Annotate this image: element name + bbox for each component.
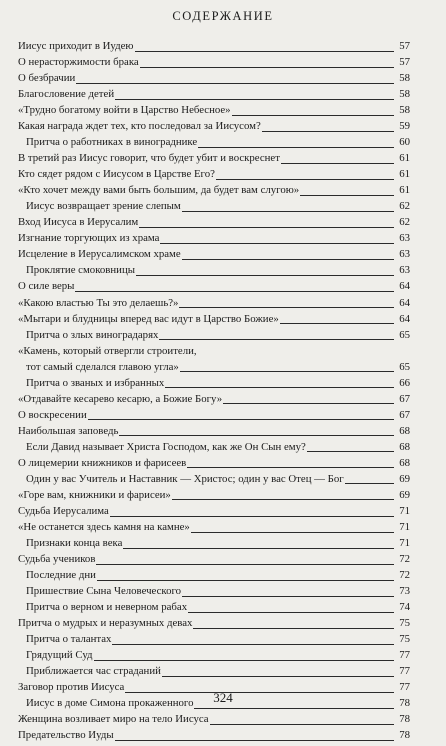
toc-entry-title: Грядущий Суд xyxy=(26,649,93,662)
toc-entry-page: 57 xyxy=(399,40,410,52)
toc-entry-page: 77 xyxy=(399,665,410,678)
toc-entry-page: 59 xyxy=(399,120,410,133)
toc-entry-title: Какая награда ждет тех, кто последовал за Иисусом? xyxy=(18,120,261,133)
toc-entry-page: 77 xyxy=(399,649,410,662)
toc-entry xyxy=(18,362,410,374)
toc-entry xyxy=(18,602,410,614)
toc-entry xyxy=(18,586,410,598)
toc-entry-title: Иисус приходит в Иудею xyxy=(18,40,134,52)
toc-entry xyxy=(18,378,410,390)
toc-entry xyxy=(18,730,410,742)
toc-entry-title: Благословение детей xyxy=(18,88,115,101)
toc-entry xyxy=(18,281,410,293)
toc-leader-line xyxy=(182,259,394,260)
toc-leader-line xyxy=(262,131,394,132)
toc-leader-line xyxy=(165,387,394,388)
toc-entry-page: 74 xyxy=(399,601,410,614)
toc-entry-page: 72 xyxy=(399,553,410,565)
toc-entry-title: «Не останется здесь камня на камне» xyxy=(18,520,190,533)
toc-entry-page: 64 xyxy=(399,280,410,293)
toc-entry-title: Притча о верном и неверном рабах xyxy=(26,601,188,614)
toc-entry-page: 67 xyxy=(399,408,410,421)
toc-entry-title: Пришествие Сына Человеческого xyxy=(26,585,182,598)
toc-leader-line xyxy=(140,67,394,68)
toc-entry-title: Вход Иисуса в Иерусалим xyxy=(18,216,139,229)
toc-leader-line xyxy=(136,275,394,276)
toc-leader-line xyxy=(76,83,394,84)
toc-entry-title: О силе веры xyxy=(18,280,75,293)
toc-entry-title: Судьба Иерусалима xyxy=(18,504,109,517)
toc-entry-title: Изгнание торгующих из храма xyxy=(18,232,160,245)
toc-entry xyxy=(18,233,410,245)
toc-entry-title: Судьба учеников xyxy=(18,553,96,565)
toc-entry xyxy=(18,265,410,277)
toc-leader-line xyxy=(97,580,394,581)
toc-entry-title: Кто сядет рядом с Иисусом в Царстве Его? xyxy=(18,168,215,181)
toc-entry-page: 62 xyxy=(399,200,410,213)
toc-entry-title: Приближается час страданий xyxy=(26,665,161,678)
toc-leader-line xyxy=(96,564,394,565)
toc-entry-title: Женщина возливает миро на тело Иисуса xyxy=(18,713,209,726)
toc-leader-line xyxy=(123,548,394,549)
toc-entry-title: О нерасторжимости брака xyxy=(18,56,139,69)
toc-entry-page: 61 xyxy=(399,184,410,197)
toc-leader-line xyxy=(88,419,394,420)
toc-entry-title: «Камень, который отвергли строители, xyxy=(18,344,197,357)
toc-entry-page: 58 xyxy=(399,88,410,101)
toc-entry-title: «Горе вам, книжники и фарисеи» xyxy=(18,488,171,501)
toc-entry xyxy=(18,570,410,582)
toc-entry xyxy=(18,634,410,646)
toc-entry-page: 69 xyxy=(399,472,410,485)
toc-leader-line xyxy=(345,483,394,484)
page-header: СОДЕРЖАНИЕ xyxy=(172,9,274,23)
toc-entry-title: Притча о талантах xyxy=(26,633,112,646)
toc-entry-title: О лицемерии книжников и фарисеев xyxy=(18,456,187,469)
toc-entry xyxy=(18,666,410,678)
toc-leader-line xyxy=(188,612,394,613)
toc-leader-line xyxy=(115,99,394,100)
toc-entry-title: «Какою властью Ты это делаешь?» xyxy=(18,296,179,309)
toc-leader-line xyxy=(307,451,394,452)
toc-entry xyxy=(18,137,410,149)
toc-entry-page: 75 xyxy=(399,633,410,646)
toc-entry xyxy=(18,506,410,518)
toc-entry xyxy=(18,41,410,53)
toc-entry-title: Проклятие смоковницы xyxy=(26,264,135,277)
toc-entry-title: Притча о работниках в винограднике xyxy=(26,136,198,149)
toc-entry-page: 73 xyxy=(399,585,410,598)
toc-entry-title: Заговор против Иисуса xyxy=(18,681,125,694)
toc-entry-page: 71 xyxy=(399,520,410,533)
toc-leader-line xyxy=(180,371,394,372)
toc-entry xyxy=(18,201,410,213)
toc-entry-title: Притча о злых виноградарях xyxy=(26,328,159,341)
toc-entry-page: 62 xyxy=(399,216,410,229)
toc-entry xyxy=(18,346,410,358)
toc-entry-page: 61 xyxy=(399,168,410,181)
toc-entry-title: тот самый сделался главою угла» xyxy=(26,360,179,373)
toc-entry xyxy=(18,474,410,486)
toc-entry-title: Признаки конца века xyxy=(26,536,123,549)
toc-leader-line xyxy=(179,307,394,308)
toc-entry-title: «Мытари и блудницы вперед вас идут в Царство Божие» xyxy=(18,312,279,325)
toc-entry xyxy=(18,458,410,470)
toc-leader-line xyxy=(75,291,394,292)
toc-leader-line xyxy=(216,179,394,180)
toc-entry-title: Иисус в доме Симона прокаженного xyxy=(26,697,194,710)
toc-entry-page: 60 xyxy=(399,136,410,149)
toc-entry xyxy=(18,169,410,181)
toc-entry-title: Исцеление в Иерусалимском храме xyxy=(18,248,181,261)
page-number: 324 xyxy=(213,690,233,705)
toc-leader-line xyxy=(112,644,394,645)
toc-entry-title: Наибольшая заповедь xyxy=(18,424,119,437)
toc-entry xyxy=(18,185,410,197)
toc-entry-page: 63 xyxy=(399,232,410,245)
toc-entry-page: 63 xyxy=(399,264,410,277)
toc-entry-page: 78 xyxy=(399,697,410,710)
toc-entry xyxy=(18,89,410,101)
toc-leader-line xyxy=(160,243,394,244)
toc-leader-line xyxy=(210,724,394,725)
toc-entry-page: 66 xyxy=(399,376,410,389)
toc-entry-page: 67 xyxy=(399,392,410,405)
toc-leader-line xyxy=(182,596,394,597)
toc-entry-title: Предательство Иуды xyxy=(18,729,114,742)
toc-leader-line xyxy=(223,403,394,404)
toc-entry xyxy=(18,714,410,726)
toc-entry-title: «Трудно богатому войти в Царство Небесное» xyxy=(18,104,231,117)
toc-leader-line xyxy=(281,163,394,164)
toc-entry-title: «Кто хочет между вами быть большим, да будет вам слугою» xyxy=(18,184,300,197)
toc-entry xyxy=(18,57,410,69)
toc-entry-page: 71 xyxy=(399,504,410,517)
toc-entry xyxy=(18,554,410,566)
toc-entry-page: 61 xyxy=(399,152,410,165)
toc-leader-line xyxy=(172,499,394,500)
toc-entry xyxy=(18,249,410,261)
toc-entry xyxy=(18,650,410,662)
toc-leader-line xyxy=(159,339,394,340)
toc-entry-title: Последние дни xyxy=(26,569,96,582)
toc-entry-page: 58 xyxy=(399,72,410,85)
table-of-contents xyxy=(18,41,410,746)
toc-entry xyxy=(18,330,410,342)
toc-entry xyxy=(18,298,410,310)
toc-entry xyxy=(18,618,410,630)
toc-entry-title: Один у вас Учитель и Наставник — Христос; один у вас Отец — Бог xyxy=(26,472,344,485)
toc-entry xyxy=(18,426,410,438)
toc-entry-page: 78 xyxy=(399,729,410,742)
toc-entry xyxy=(18,153,410,165)
toc-entry-page: 68 xyxy=(399,440,410,453)
toc-entry-page: 57 xyxy=(399,56,410,69)
toc-entry xyxy=(18,121,410,133)
toc-leader-line xyxy=(139,227,394,228)
toc-entry-page: 65 xyxy=(399,360,410,373)
toc-entry xyxy=(18,105,410,117)
toc-leader-line xyxy=(119,435,394,436)
toc-leader-line xyxy=(162,676,394,677)
toc-entry-title: О воскресении xyxy=(18,408,87,421)
toc-entry-page: 68 xyxy=(399,456,410,469)
toc-leader-line xyxy=(187,467,394,468)
toc-leader-line xyxy=(191,532,394,533)
toc-entry xyxy=(18,442,410,454)
toc-entry-title: О безбрачии xyxy=(18,72,76,85)
toc-leader-line xyxy=(193,628,394,629)
toc-entry xyxy=(18,522,410,534)
toc-entry-title: Притча о званых и избранных xyxy=(26,376,165,389)
toc-entry-page: 68 xyxy=(399,424,410,437)
toc-entry-page: 78 xyxy=(399,713,410,726)
toc-entry-page: 72 xyxy=(399,569,410,582)
toc-leader-line xyxy=(280,323,394,324)
toc-entry-page: 58 xyxy=(399,104,410,117)
toc-leader-line xyxy=(198,147,394,148)
toc-entry-title: «Отдавайте кесарево кесарю, а Божие Богу» xyxy=(18,392,223,405)
toc-entry-page: 77 xyxy=(399,681,410,694)
toc-entry xyxy=(18,73,410,85)
toc-entry xyxy=(18,410,410,422)
toc-leader-line xyxy=(300,195,394,196)
toc-entry xyxy=(18,314,410,326)
toc-entry-title: Иисус возвращает зрение слепым xyxy=(26,200,181,213)
toc-leader-line xyxy=(194,708,394,709)
toc-entry xyxy=(18,394,410,406)
toc-entry-title: В третий раз Иисус говорит, что будет убит и воскреснет xyxy=(18,152,280,165)
toc-entry xyxy=(18,217,410,229)
toc-leader-line xyxy=(135,51,395,52)
toc-entry-title: Притча о мудрых и неразумных девах xyxy=(18,617,193,630)
toc-entry-page: 69 xyxy=(399,488,410,501)
toc-leader-line xyxy=(182,211,394,212)
toc-leader-line xyxy=(94,660,394,661)
toc-entry-page: 65 xyxy=(399,328,410,341)
toc-leader-line xyxy=(232,115,394,116)
toc-entry-page: 64 xyxy=(399,312,410,325)
toc-entry-page: 63 xyxy=(399,248,410,261)
toc-entry-page: 64 xyxy=(399,296,410,309)
toc-leader-line xyxy=(115,740,394,741)
toc-leader-line xyxy=(110,516,394,517)
toc-entry-page: 71 xyxy=(399,536,410,549)
toc-entry-page: 75 xyxy=(399,617,410,630)
toc-entry xyxy=(18,538,410,550)
toc-entry-title: Если Давид называет Христа Господом, как же Он Сын ему? xyxy=(26,440,306,453)
toc-entry xyxy=(18,490,410,502)
